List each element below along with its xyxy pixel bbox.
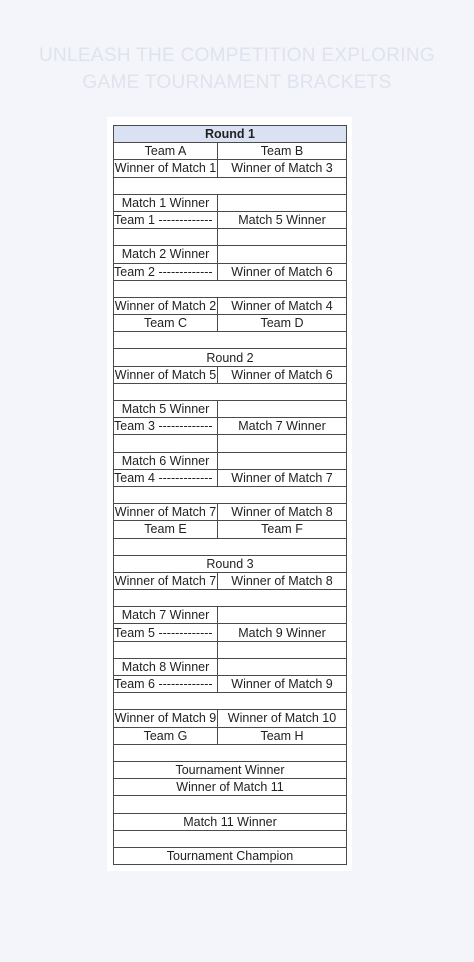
cell[interactable]: Winner of Match 6	[218, 263, 347, 280]
empty-cell[interactable]	[114, 383, 347, 400]
table-row	[114, 143, 347, 160]
cell[interactable]: Match 1 Winner	[114, 194, 218, 211]
table-row	[114, 624, 347, 641]
table-row	[114, 676, 347, 693]
table-row	[114, 194, 347, 211]
table-row	[114, 796, 347, 813]
cell[interactable]: Winner of Match 8	[218, 572, 347, 589]
cell[interactable]: Winner of Match 7	[218, 469, 347, 486]
table-row	[114, 211, 347, 228]
cell[interactable]: Team 6 -------------	[114, 676, 218, 693]
table-row	[114, 418, 347, 435]
empty-cell[interactable]	[114, 177, 347, 194]
cell[interactable]: Team 4 -------------	[114, 469, 218, 486]
cell[interactable]: Match 5 Winner	[114, 401, 218, 418]
empty-cell[interactable]	[114, 744, 347, 761]
cell[interactable]: Winner of Match 2	[114, 298, 217, 313]
empty-cell[interactable]	[114, 435, 218, 452]
cell[interactable]: Winner of Match 5	[114, 367, 217, 382]
page-title	[0, 42, 474, 96]
cell[interactable]: Match 7 Winner	[218, 418, 347, 435]
table-row	[114, 693, 347, 710]
cell[interactable]: Winner of Match 6	[218, 366, 347, 383]
table-row	[114, 486, 347, 503]
cell[interactable]: Winner of Match 9	[218, 676, 347, 693]
table-row	[114, 761, 347, 778]
empty-cell[interactable]	[218, 246, 347, 263]
cell[interactable]: Match 2 Winner	[114, 246, 218, 263]
table-row	[114, 813, 347, 830]
cell[interactable]: Team C	[114, 315, 218, 332]
table-row	[114, 521, 347, 538]
table-row	[114, 366, 347, 383]
empty-cell[interactable]	[114, 229, 218, 246]
empty-cell[interactable]	[218, 435, 347, 452]
cell[interactable]: Team 5 -------------	[114, 624, 218, 641]
table-row	[114, 263, 347, 280]
cell[interactable]: Match 8 Winner	[114, 658, 218, 675]
table-row	[114, 383, 347, 400]
empty-cell[interactable]	[114, 641, 218, 658]
table-row	[114, 315, 347, 332]
empty-cell[interactable]	[114, 538, 347, 555]
cell[interactable]: Winner of Match 9	[114, 711, 217, 726]
table-row	[114, 160, 347, 177]
cell[interactable]: Match 7 Winner	[114, 607, 218, 624]
cell[interactable]: Winner of Match 10	[218, 710, 347, 727]
cell[interactable]: Team A	[114, 143, 218, 160]
cell[interactable]: Team D	[218, 315, 347, 332]
cell[interactable]: Winner of Match 7	[114, 573, 217, 588]
round-2-header[interactable]: Round 2	[114, 349, 347, 366]
table-row	[114, 847, 347, 864]
empty-cell[interactable]	[218, 452, 347, 469]
table-row	[114, 779, 347, 796]
tournament-winner-label[interactable]: Tournament Winner	[114, 761, 347, 778]
tournament-champion[interactable]: Tournament Champion	[114, 847, 347, 864]
empty-cell[interactable]	[218, 401, 347, 418]
empty-cell[interactable]	[218, 607, 347, 624]
cell[interactable]: Winner of Match 3	[218, 160, 347, 177]
table-row	[114, 280, 347, 297]
table-row	[114, 435, 347, 452]
round-1-header[interactable]: Round 1	[114, 126, 347, 143]
empty-cell[interactable]	[114, 796, 347, 813]
table-row	[114, 658, 347, 675]
round-3-header[interactable]: Round 3	[114, 555, 347, 572]
match-11-winner[interactable]: Match 11 Winner	[114, 813, 347, 830]
empty-cell[interactable]	[218, 194, 347, 211]
empty-cell[interactable]	[114, 830, 347, 847]
table-row	[114, 332, 347, 349]
table-row	[114, 590, 347, 607]
table-row	[114, 641, 347, 658]
cell[interactable]: Team 3 -------------	[114, 418, 218, 435]
table-row	[114, 401, 347, 418]
cell[interactable]: Team F	[218, 521, 347, 538]
page-title-line-2: GAME TOURNAMENT BRACKETS	[82, 72, 392, 93]
cell[interactable]: Match 6 Winner	[114, 452, 218, 469]
empty-cell[interactable]	[114, 590, 347, 607]
cell[interactable]: Team 2 -------------	[114, 263, 218, 280]
table-row	[114, 710, 347, 727]
table-row	[114, 504, 347, 521]
table-row	[114, 126, 347, 143]
empty-cell[interactable]	[218, 229, 347, 246]
table-row	[114, 572, 347, 589]
cell[interactable]: Winner of Match 1	[114, 161, 217, 176]
page-title-line-1: UNLEASH THE COMPETITION EXPLORING	[39, 45, 435, 66]
table-row	[114, 538, 347, 555]
cell[interactable]: Match 9 Winner	[218, 624, 347, 641]
winner-of-match-11[interactable]: Winner of Match 11	[114, 779, 347, 796]
cell[interactable]: Team G	[114, 727, 218, 744]
table-row	[114, 727, 347, 744]
table-row	[114, 744, 347, 761]
table-row	[114, 452, 347, 469]
table-row	[114, 830, 347, 847]
empty-cell[interactable]	[114, 280, 347, 297]
cell[interactable]: Team H	[218, 727, 347, 744]
bracket-table	[113, 125, 347, 865]
cell[interactable]: Match 5 Winner	[218, 211, 347, 228]
table-row	[114, 246, 347, 263]
table-row	[114, 555, 347, 572]
cell[interactable]: Team B	[218, 143, 347, 160]
table-row	[114, 469, 347, 486]
table-row	[114, 229, 347, 246]
empty-cell[interactable]	[218, 658, 347, 675]
cell[interactable]: Winner of Match 4	[218, 297, 347, 314]
cell[interactable]: Team E	[114, 521, 218, 538]
cell[interactable]: Team 1 -------------	[114, 211, 218, 228]
empty-cell[interactable]	[114, 693, 347, 710]
cell[interactable]: Winner of Match 7	[114, 505, 217, 520]
table-row	[114, 349, 347, 366]
table-row	[114, 177, 347, 194]
cell[interactable]: Winner of Match 8	[218, 504, 347, 521]
empty-cell[interactable]	[114, 332, 347, 349]
table-row	[114, 607, 347, 624]
table-row	[114, 297, 347, 314]
empty-cell[interactable]	[218, 641, 347, 658]
empty-cell[interactable]	[114, 486, 347, 503]
